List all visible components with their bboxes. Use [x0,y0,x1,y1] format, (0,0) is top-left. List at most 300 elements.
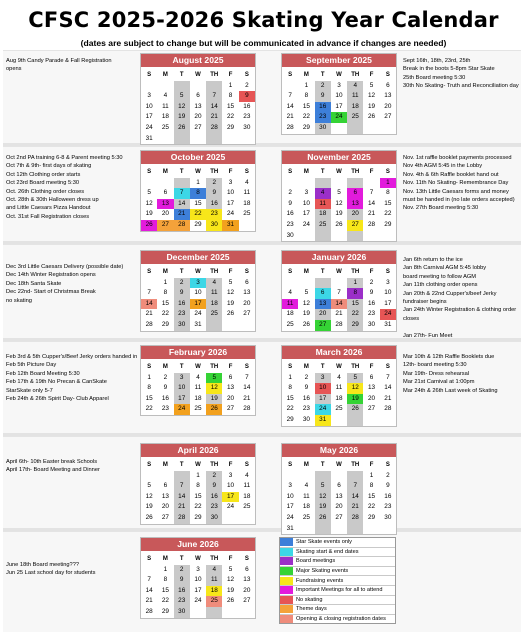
day-cell: 3 [174,373,190,384]
empty-day-cell [239,220,255,231]
day-cell: 7 [174,188,190,199]
day-cell: 17 [174,394,190,405]
empty-day-cell [363,524,379,535]
day-cell: 14 [331,299,347,310]
day-cell: 3 [147,92,151,100]
day-cell: 26 [226,310,235,318]
day-cell: 13 [194,102,202,110]
day-cell: 13 [157,199,173,210]
day-cell: 16 [243,102,251,110]
day-cell: 26 [367,113,376,121]
day-cell: 18 [315,209,331,220]
day-cell: 28 [174,220,190,231]
day-cell: 2 [174,565,190,576]
day-cell: 21 [145,597,153,605]
day-cell: 4 [206,278,222,289]
day-cell: 30 [302,415,310,423]
weekday-header: W [336,169,342,175]
day-cell: 24 [331,112,347,123]
day-cell: 14 [286,102,294,110]
legend-item [280,615,395,624]
empty-day-cell [380,231,396,242]
note-line: Aug 9th Candy Parade & Fall Registration [6,58,112,64]
note-line: Break in the boots 5-8pm Star Skate [403,66,495,73]
day-cell: 18 [243,199,251,207]
day-cell: 21 [367,210,376,218]
day-cell: 12 [145,199,153,207]
day-cell: 9 [206,481,222,492]
day-cell: 9 [206,188,222,199]
day-cell: 29 [161,607,169,615]
month-grid [282,362,396,426]
weekday-header: TH [351,169,360,175]
day-cell: 23 [243,113,251,121]
notes-april [6,458,100,475]
day-cell: 15 [194,199,202,207]
day-cell: 27 [384,113,392,121]
day-cell: 24 [226,210,235,218]
note-line: Feb 17th & 19th No Precan & CanSkate [6,379,107,386]
day-cell: 31 [194,320,202,328]
empty-day-cell [315,524,331,535]
legend-item [280,567,395,577]
weekday-header: M [162,169,168,175]
day-cell: 2 [304,373,309,381]
day-cell: 4 [337,373,341,381]
note-line: Dec 3rd Little Caesars Delivery (possible date) [6,264,124,270]
day-cell: 31 [286,524,294,532]
day-cell: 4 [196,373,200,381]
weekday-header: S [385,269,390,275]
empty-day-cell [331,415,347,426]
day-cell: 2 [369,278,374,286]
day-cell: 8 [369,482,374,490]
day-cell: 9 [174,288,190,299]
notes-june [6,561,95,578]
weekday-header: S [147,556,152,562]
day-cell: 23 [367,310,376,318]
day-cell: 7 [386,373,390,381]
month-grid [282,70,396,134]
note-line: June 18th Board meeting??? [6,562,80,568]
empty-day-cell [157,134,173,145]
day-cell: 14 [141,299,157,310]
day-cell: 3 [315,373,331,384]
empty-day-cell [190,81,206,92]
weekday-header: W [195,556,201,562]
day-cell: 25 [243,210,251,218]
day-cell: 25 [194,405,202,413]
day-cell: 19 [145,210,153,218]
empty-day-cell [331,123,347,134]
day-cell: 1 [163,278,168,286]
day-cell: 30 [286,231,294,239]
color-legend [279,537,396,624]
day-cell: 14 [206,102,222,113]
day-cell: 21 [174,209,190,220]
weekday-header: T [320,269,325,275]
day-cell: 22 [367,503,376,511]
day-cell: 7 [245,373,249,381]
month-title: February 2026 [141,346,255,359]
month-title: November 2025 [282,151,396,164]
day-cell: 22 [286,405,294,413]
month-title: April 2026 [141,444,255,457]
weekday-header: TH [351,269,360,275]
legend-swatch [280,596,293,604]
day-cell: 17 [226,199,235,207]
day-cell: 19 [226,586,235,594]
day-cell: 1 [147,373,151,381]
day-cell: 30 [174,607,190,618]
calendar-april-2026 [140,443,256,525]
day-cell: 25 [286,320,294,328]
empty-day-cell [190,607,206,618]
day-cell: 10 [302,199,310,207]
note-line: Jan 27th- Fun Meet [403,332,453,339]
weekday-header: W [336,269,342,275]
day-cell: 16 [174,299,190,310]
month-grid [282,267,396,331]
note-line: Feb 3rd & 5th Cupper's/Beef Jerky orders handed in [6,354,138,360]
day-cell: 23 [174,596,190,607]
day-cell: 8 [347,288,363,299]
day-cell: 6 [228,373,233,381]
empty-day-cell [298,178,314,189]
day-cell: 28 [286,123,294,131]
weekday-header: F [369,169,374,175]
weekday-header: T [320,462,325,468]
day-cell: 20 [243,586,251,594]
empty-day-cell [380,524,396,535]
empty-day-cell [363,123,379,134]
calendar-august-2025 [140,53,256,145]
day-cell: 25 [206,309,222,320]
day-cell: 30 [367,320,376,328]
weekday-header: T [179,462,184,468]
empty-day-cell [239,134,255,145]
day-cell: 20 [367,394,376,402]
day-cell: 21 [347,502,363,513]
day-cell: 11 [206,288,222,299]
day-cell: 10 [194,289,202,297]
day-cell: 1 [288,373,292,381]
empty-day-cell [363,415,379,426]
legend-swatch [280,557,293,565]
day-cell: 27 [226,405,235,413]
day-cell: 5 [228,278,233,286]
legend-label: Important Meetings for all to attend [296,587,383,594]
day-cell: 6 [369,373,374,381]
day-cell: 21 [335,310,343,318]
note-line: opens [6,66,22,73]
weekday-header: S [147,269,152,275]
day-cell: 11 [243,482,251,490]
note-line: Nov. 11th No Skating- Remembrance Day [403,180,509,187]
day-cell: 22 [190,209,206,220]
day-cell: 6 [337,482,341,490]
legend-swatch [280,538,293,546]
day-cell: 14 [174,199,190,210]
day-cell: 8 [163,576,168,584]
weekday-header: S [244,556,249,562]
empty-day-cell [298,231,314,242]
weekday-header: S [288,72,293,78]
day-cell: 3 [228,471,233,479]
day-cell: 20 [347,209,363,220]
day-cell: 1 [347,278,363,289]
note-line: Nov 4th AGM 5:45 in the Lobby [403,163,483,170]
note-line: StarSkate only 5-7 [6,387,53,394]
day-cell: 9 [174,575,190,586]
day-cell: 6 [347,188,363,199]
note-line: Oct. 26th Clothing order closes [6,188,85,195]
day-cell: 13 [161,492,169,500]
note-line: Sept 16th, 18th, 23rd, 25th [403,58,471,64]
day-cell: 5 [347,373,363,384]
day-cell: 30 [206,513,222,524]
empty-day-cell [222,513,238,524]
day-cell: 10 [315,383,331,394]
empty-day-cell [222,607,238,618]
weekday-header: TH [351,364,360,370]
day-cell: 20 [226,394,235,402]
day-cell: 22 [384,210,392,218]
day-cell: 12 [347,383,363,394]
weekday-header: T [179,169,184,175]
day-cell: 12 [367,92,376,100]
day-cell: 15 [161,586,169,594]
note-line: Jun 25 Last school day for students [6,570,96,577]
day-cell: 23 [206,502,222,513]
day-cell: 9 [386,482,390,490]
day-cell: 26 [141,220,157,231]
empty-day-cell [174,178,190,189]
day-cell: 30 [243,123,251,131]
note-line: closes [403,315,420,322]
empty-day-cell [298,524,314,535]
weekday-header: S [385,462,390,468]
weekday-header: M [303,364,309,370]
legend-label: Major Skating events [296,568,349,575]
note-line: Nov. 27th Board meeting 5:30 [403,205,479,212]
day-cell: 6 [163,482,168,490]
legend-swatch [280,577,293,585]
empty-day-cell [363,231,379,242]
day-cell: 6 [163,189,168,197]
empty-day-cell [298,278,314,289]
month-title: March 2026 [282,346,396,359]
legend-swatch [280,605,293,613]
day-cell: 16 [367,299,376,307]
note-line: Jan 11th clothing order opens [403,282,478,289]
day-cell: 11 [162,102,169,110]
legend-label: Theme days [296,606,327,613]
weekday-header: M [162,364,168,370]
weekday-header: TH [210,72,219,78]
day-cell: 3 [337,81,341,89]
note-line: Nov. 4th & 6th Raffle booklet hand out [403,171,499,178]
day-cell: 18 [335,394,343,402]
day-cell: 17 [302,210,310,218]
weekday-header: W [336,462,342,468]
day-cell: 21 [174,502,190,513]
notes-august [6,57,112,74]
day-cell: 1 [380,178,396,189]
day-cell: 5 [174,91,190,102]
empty-day-cell [141,81,157,92]
day-cell: 23 [286,220,294,228]
day-cell: 17 [145,113,153,121]
day-cell: 20 [243,299,251,307]
day-cell: 30 [206,220,222,231]
day-cell: 31 [145,134,153,142]
day-cell: 2 [174,278,190,289]
day-cell: 25 [335,405,343,413]
note-line: Feb 12th Board Meeting 5:30 [6,370,80,377]
day-cell: 18 [302,503,310,511]
month-title: October 2025 [141,151,255,164]
empty-day-cell [282,178,298,189]
empty-day-cell [315,231,331,242]
legend-item [280,605,395,615]
day-cell: 29 [194,513,202,521]
day-cell: 3 [190,278,206,289]
month-grid [282,167,396,241]
day-cell: 10 [226,189,235,197]
day-cell: 28 [384,405,392,413]
calendar-february-2026 [140,345,256,416]
day-cell: 11 [282,299,298,310]
day-cell: 17 [194,586,202,594]
weekday-header: S [288,364,293,370]
day-cell: 26 [206,404,222,415]
weekday-header: F [369,364,374,370]
day-cell: 2 [315,81,331,92]
day-cell: 27 [335,513,343,521]
month-grid [282,460,396,534]
note-line: and Little Caesars Pizza Handout [6,205,91,212]
empty-day-cell [239,320,255,331]
day-cell: 14 [367,199,376,207]
day-cell: 27 [347,220,363,231]
day-cell: 10 [226,482,235,490]
day-cell: 24 [174,404,190,415]
notes-march [403,353,498,395]
empty-day-cell [331,231,347,242]
weekday-header: S [147,462,152,468]
empty-day-cell [141,278,157,289]
empty-day-cell [347,471,363,482]
note-line: Mar 10th & 12th Raffle Booklets due [403,354,495,360]
day-cell: 15 [226,102,235,110]
day-cell: 4 [288,289,292,297]
day-cell: 17 [315,394,331,405]
weekday-header: S [288,169,293,175]
day-cell: 3 [228,178,233,186]
day-cell: 27 [161,513,169,521]
day-cell: 7 [288,92,292,100]
day-cell: 24 [194,310,202,318]
day-cell: 15 [367,492,376,500]
day-cell: 27 [157,220,173,231]
calendar-march-2026 [281,345,397,427]
day-cell: 13 [243,289,251,297]
day-cell: 3 [196,565,200,573]
day-cell: 14 [174,492,190,503]
empty-day-cell [282,471,298,482]
day-cell: 1 [196,471,200,479]
note-line: Oct. 31st Fall Registration closes [6,213,90,220]
day-cell: 21 [243,394,251,402]
day-cell: 22 [302,113,310,121]
day-cell: 19 [174,112,190,123]
empty-day-cell [347,123,363,134]
empty-day-cell [380,123,396,134]
note-line: must be handed in (no late orders accepted) [403,197,515,204]
day-cell: 2 [163,373,168,381]
day-cell: 1 [369,471,374,479]
day-cell: 1 [196,178,200,186]
day-cell: 3 [304,189,309,197]
empty-day-cell [222,320,238,331]
weekday-header: F [228,269,233,275]
note-line: board meeting to follow AGM [403,273,477,280]
day-cell: 20 [335,503,343,511]
day-cell: 2 [206,471,222,482]
note-line: Oct 2nd PA training 6-8 & Parent meeting 5:30 [6,155,123,161]
weekday-header: W [336,364,342,370]
day-cell: 26 [302,320,310,328]
day-cell: 16 [174,586,190,597]
day-cell: 18 [243,492,251,500]
day-cell: 27 [367,405,376,413]
calendar-october-2025 [140,150,256,232]
weekday-header: TH [351,462,360,468]
empty-day-cell [282,81,298,92]
day-cell: 5 [304,289,309,297]
weekday-header: TH [210,462,219,468]
empty-day-cell [141,471,157,482]
day-cell: 20 [315,309,331,320]
day-cell: 7 [147,289,151,297]
note-line: 25th Board meeting 5:30 [403,74,466,81]
day-cell: 6 [315,288,331,299]
day-cell: 11 [335,384,343,392]
note-line: Oct 23rd Board meeting 5:30 [6,180,80,187]
day-cell: 4 [206,565,222,576]
month-title: May 2026 [282,444,396,457]
day-cell: 24 [145,123,153,131]
day-cell: 4 [245,178,249,186]
day-cell: 9 [315,91,331,102]
day-cell: 10 [145,102,153,110]
day-cell: 18 [286,310,294,318]
notes-october [6,154,123,221]
day-cell: 16 [315,102,331,113]
day-cell: 15 [302,102,310,110]
day-cell: 24 [302,220,310,228]
day-cell: 15 [384,199,392,207]
day-cell: 10 [174,383,190,394]
day-cell: 19 [145,503,153,511]
day-cell: 7 [147,576,151,584]
day-cell: 24 [194,597,202,605]
note-line: Jan 20th & 22nd Cupper's/beef Jerky [403,290,497,297]
weekday-header: S [288,269,293,275]
day-cell: 28 [174,513,190,524]
day-cell: 4 [304,482,309,490]
